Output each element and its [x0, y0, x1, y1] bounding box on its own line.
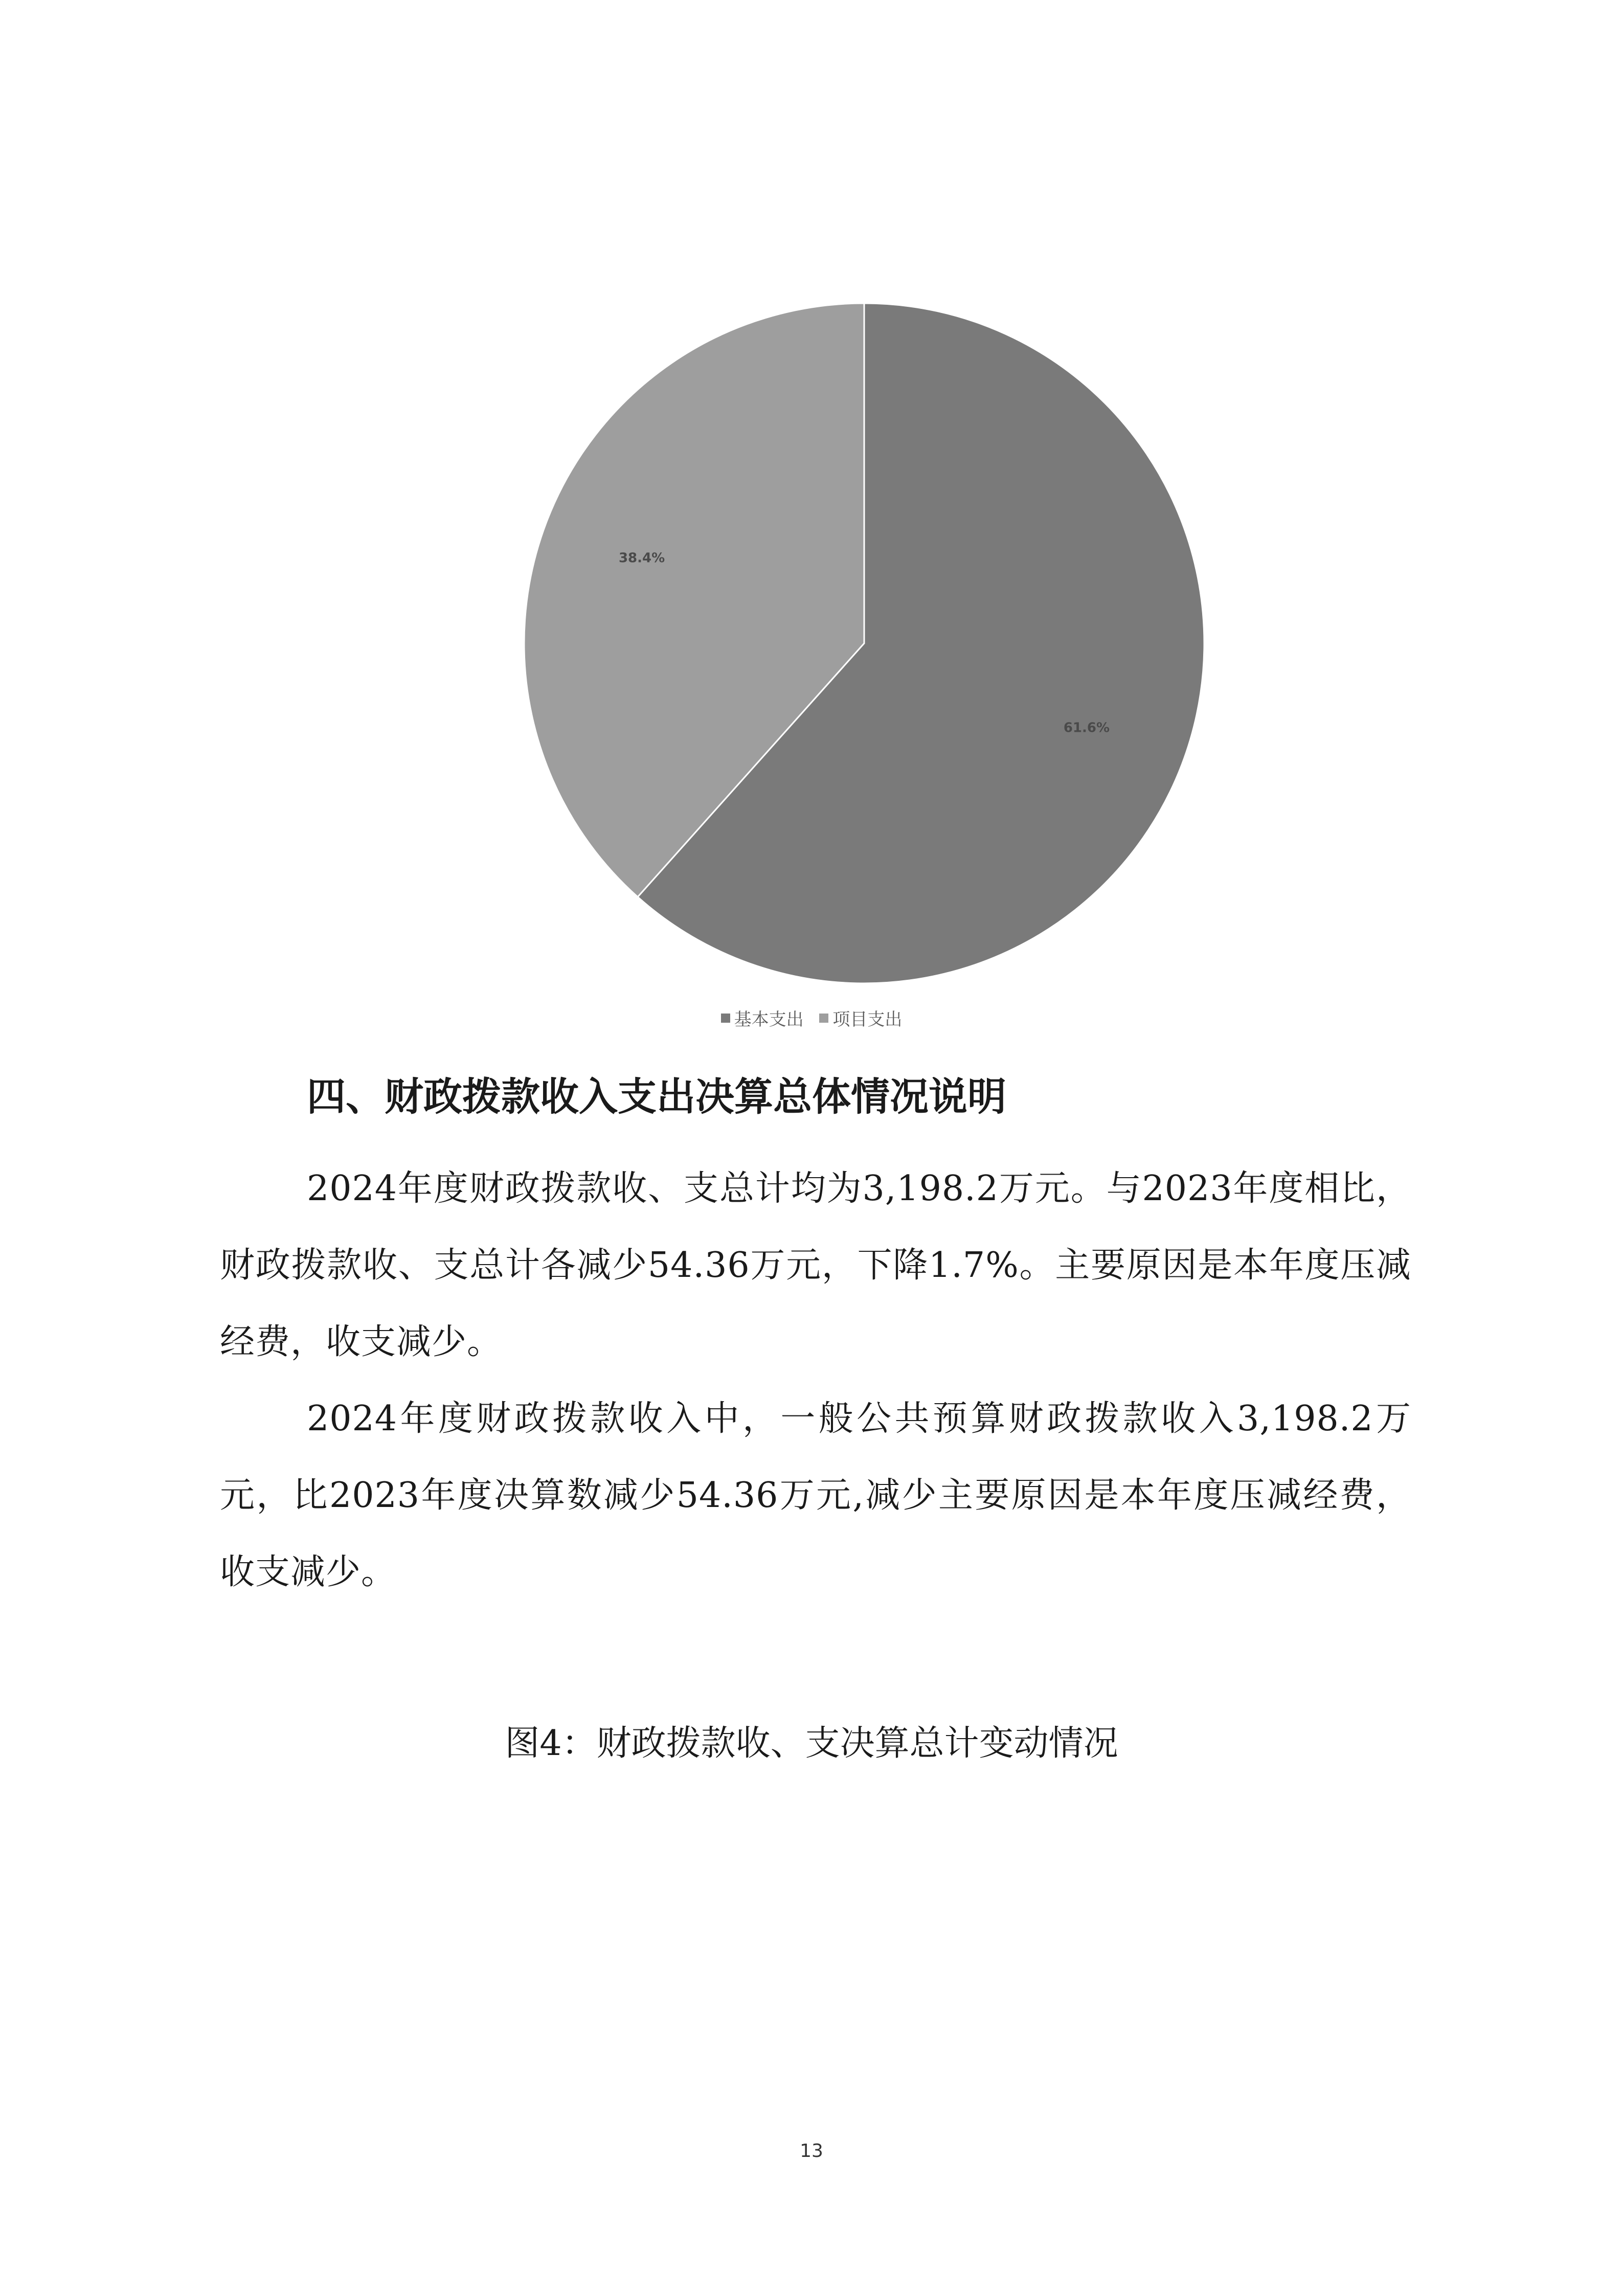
- page-number: 13: [800, 2141, 823, 2162]
- legend-item-project: [819, 1005, 902, 1030]
- legend-label-basic: 基本支出: [734, 1009, 804, 1030]
- legend-swatch-basic: [721, 1014, 730, 1023]
- figure-caption: 图4：财政拨款收、支决算总计变动情况: [505, 1723, 1118, 1764]
- pie-slice-label-0: 61.6%: [1063, 720, 1110, 736]
- pie-chart-canvas: [0, 0, 1623, 1053]
- section-heading: 四、财政拨款收入支出决算总体情况说明: [307, 1074, 1006, 1119]
- legend-label-project: 项目支出: [832, 1009, 903, 1030]
- chart-legend: [0, 1005, 1623, 1030]
- legend-item-basic: [721, 1005, 804, 1030]
- pie-slice-label-1: 38.4%: [618, 550, 665, 566]
- expenditure-pie-chart: [0, 0, 1623, 1053]
- paragraph-total-change: 2024年度财政拨款收、支总计均为3,198.2万元。与2023年度相比，财政拨款收、支总计各减少54.36万元，下降1.7%。主要原因是本年度压减经费，收支减少。: [220, 1168, 1411, 1362]
- legend-swatch-project: [819, 1014, 828, 1023]
- paragraph-income-breakdown: 2024年度财政拨款收入中，一般公共预算财政拨款收入3,198.2万元，比2023年度决算数减少54.36万元,减少主要原因是本年度压减经费，收支减少。: [220, 1399, 1411, 1592]
